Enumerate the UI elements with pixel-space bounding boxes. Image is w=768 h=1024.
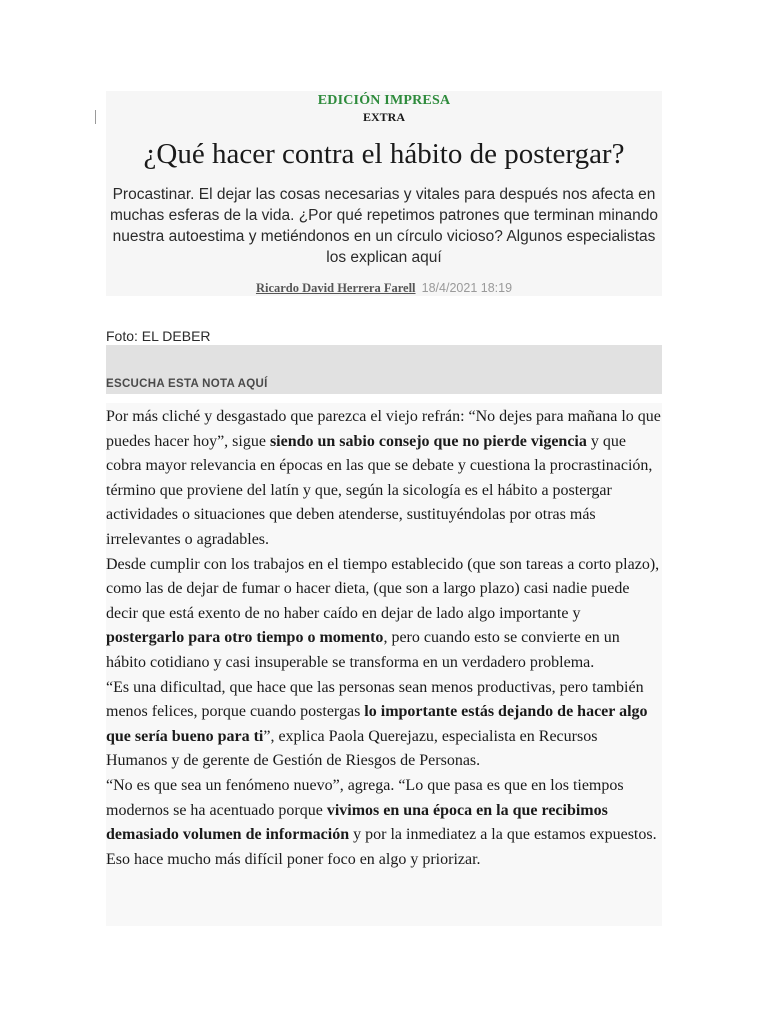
body-paragraph: “Es una dificultad, que hace que las personas sean menos productivas, pero también menos felices, porque cuando postergas lo importante estás dejando de hacer algo que sería bueno para ti”, explica Paola Querejazu, especialista en Recursos Humanos y de gerente de Gestión de Riesgos de Personas.	[106, 678, 648, 770]
highlight-text: siendo un sabio consejo que no pierde vigencia	[269, 432, 587, 450]
subsection-label: EXTRA	[362, 110, 405, 124]
article-body	[106, 403, 662, 926]
audio-label: ESCUCHA ESTA NOTA AQUÍ	[106, 378, 268, 390]
article-title: ¿Qué hacer contra el hábito de postergar?	[143, 138, 625, 170]
article-header	[106, 91, 662, 296]
body-paragraph: Por más cliché y desgastado que parezca el viejo refrán: “No dejes para mañana lo que puedes hacer hoy”, sigue siendo un sabio consejo que no pierde vigencia y que cobra mayor relevancia en épocas en las que se debate y cuestiona la procrastinación, término que proviene del latín y que, según la sicología es el hábito a postergar actividades o situaciones que deben atenderse, sustituyéndolas por otras más irrelevantes o agradables.	[106, 408, 661, 548]
photo-caption: Foto: EL DEBER	[106, 328, 211, 344]
byline	[106, 281, 662, 296]
text-cursor	[95, 110, 96, 124]
section-label[interactable]: EDICIÓN IMPRESA	[317, 93, 451, 108]
body-paragraph: Desde cumplir con los trabajos en el tiempo establecido (que son tareas a corto plazo), como las de dejar de fumar o hacer dieta, (que son a largo plazo) casi nadie puede decir que está exento de no haber caído en dejar de lado algo importante y postergarlo para otro tiempo o momento, pero cuando esto se convierte en un hábito cotidiano y casi insuperable se transforma en un verdadero problema.	[106, 555, 660, 671]
author-link[interactable]: Ricardo David Herrera Farell	[255, 281, 416, 295]
highlight-text: vivimos en una época en la que recibimos demasiado volumen de información	[106, 801, 608, 844]
body-paragraph: “No es que sea un fenómeno nuevo”, agrega. “Lo que pasa es que en los tiempos modernos se ha acentuado porque vivimos en una época en la que recibimos demasiado volumen de información y por la inmediatez a la que estamos expuestos. Eso hace mucho más difícil poner foco en algo y priorizar.	[106, 776, 657, 868]
article-lead: Procastinar. El dejar las cosas necesarias y vitales para después nos afecta en muchas esferas de la vida. ¿Por qué repetimos patrones que terminan minando nuestra autoestima y metiéndonos en un círculo vicioso? Algunos especialistas los explican aquí	[110, 186, 658, 266]
publish-date: 18/4/2021 18:19	[421, 281, 513, 295]
highlight-text: postergarlo para otro tiempo o momento	[106, 629, 384, 647]
audio-player[interactable]	[106, 345, 662, 394]
highlight-text: lo importante estás dejando de hacer algo que sería bueno para ti	[106, 703, 648, 745]
